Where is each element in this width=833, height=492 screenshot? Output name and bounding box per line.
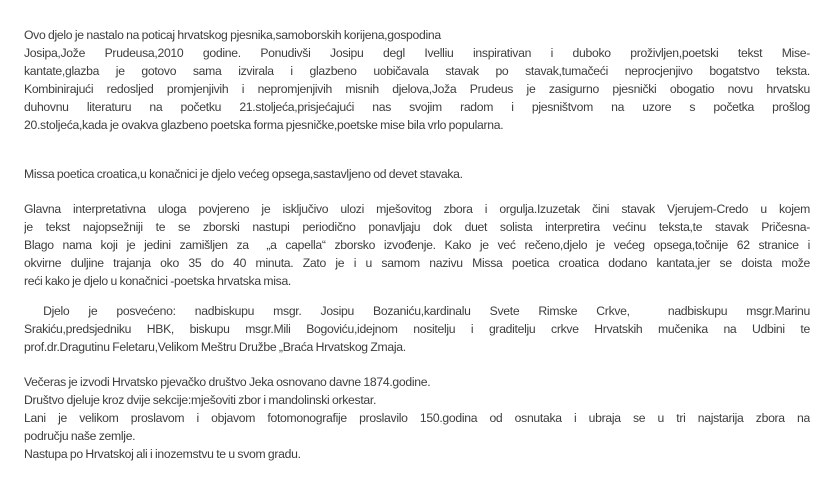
text-line: Lani je velikom proslavom i objavom fotomonografije proslavilo 150.godina od osnutaka i ubraja se u tri najstarija zbora na <box>24 411 810 425</box>
text-line: Glavna interpretativna uloga povjereno je isključivo ulozi mješovitog zbora i orgulja.Izuzetak čini stavak Vjerujem-Credo u kojem <box>24 202 810 216</box>
text-line: Missa poetica croatica,u konačnici je djelo većeg opsega,sastavljeno od devet stavaka. <box>24 167 463 181</box>
text-line: Kombinirajući redosljed promjenjivih i nepromjenjivih misnih djelova,Joža Prudeus je zasigurno pjesnički obogatio novu hrvatsku <box>24 82 810 96</box>
paragraph-dedication <box>24 302 810 356</box>
text-line: kantate,glazba je gotovo sama izvirala i glazbeno uobičavala stavak po stavak,tumačeći neprocjenjivo bogatstvo teksta. <box>24 64 810 78</box>
text-line: 20.stoljeća,kada je ovakva glazbeno poetska forma pjesničke,poetske mise bila vrlo popularna. <box>24 118 504 132</box>
text-line: području naše zemlje. <box>24 429 136 443</box>
paragraph-performers <box>24 373 810 463</box>
text-line: prof.dr.Dragutinu Feletaru,Velikom Meštru Družbe „Braća Hrvatskog Zmaja. <box>24 340 406 354</box>
text-line: Večeras je izvodi Hrvatsko pjevačko društvo Jeka osnovano davne 1874.godine. <box>24 375 431 389</box>
paragraph-structure <box>24 200 810 290</box>
paragraph-intro <box>24 26 810 134</box>
paragraph-overview <box>24 165 810 183</box>
text-line: je tekst najopsežniji te se zborski nastupi periodično ponavljaju dok duet solista interpretira većinu teksta,te stavak Pričesna- <box>24 220 810 234</box>
text-line: Ovo djelo je nastalo na poticaj hrvatskog pjesnika,samoborskih korijena,gospodina <box>24 28 441 42</box>
text-line: Djelo je posvećeno: nadbiskupu msgr. Josipu Bozaniću,kardinalu Svete Rimske Crkve, nadbiskupu msgr.Marinu <box>24 304 810 318</box>
text-line: Nastupa po Hrvatskoj ali i inozemstvu te u svom gradu. <box>24 447 301 461</box>
text-line: okvirne duljine trajanja oko 35 do 40 minuta. Zato je i u samom nazivu Missa poetica croatica dodano kantata,jer se doista može <box>24 256 810 270</box>
text-line: Srakiću,predsjedniku HBK, biskupu msgr.Mili Bogoviću,idejnom nositelju i graditelju crkve Hrvatskih mučenika na Udbini te <box>24 322 810 336</box>
text-line: Josipa,Jože Prudeusa,2010 godine. Ponudivši Josipu degl Ivelliu inspirativan i duboko proživljen,poetski tekst Mise- <box>24 46 810 60</box>
text-line: reći kako je djelo u konačnici -poetska hrvatska misa. <box>24 274 292 288</box>
text-line: duhovnu literaturu na početku 21.stoljeća,prisjećajući nas svojim radom i pjesništvom na uzore s početka prošlog <box>24 100 810 114</box>
text-line: Društvo djeluje kroz dvije sekcije:mješoviti zbor i mandolinski orkestar. <box>24 393 377 407</box>
text-line: Blago nama koji je jedini zamišljen za „a capella“ zborsko izvođenje. Kako je već rečeno,djelo je većeg opsega,točnije 62 stranice i <box>24 238 810 252</box>
